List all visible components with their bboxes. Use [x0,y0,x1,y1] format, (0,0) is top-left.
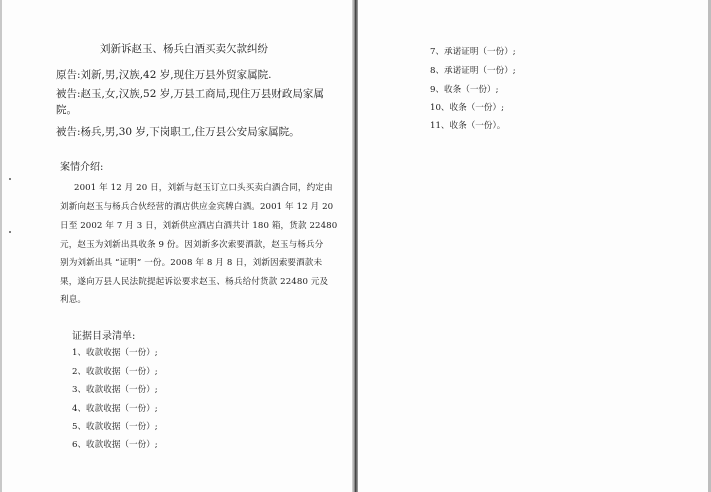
case-paragraph-line: 果，遂向万县人民法院提起诉讼要求赵玉、杨兵给付货款 22480 元及 [60,277,329,287]
evidence-item: 6、收款收据（一份）; [72,440,158,450]
evidence-item: 1、收款收据（一份）; [72,348,158,358]
case-paragraph-line: 刘新向赵玉与杨兵合伙经营的酒店供应金宾牌白酒。2001 年 12 月 20 [60,202,334,212]
case-paragraph-line: 日至 2002 年 7 月 3 日，刘新供应酒店白酒共计 180 箱，货款 22480 [60,221,338,231]
evidence-item: 9、收条（一份）; [430,85,499,95]
plaintiff-line: 原告:刘新,男,汉族,42 岁,现住万县外贸家属院. [56,69,272,81]
evidence-item: 7、承诺证明（一份）; [430,47,516,57]
evidence-heading: 证据目录清单: [72,331,136,342]
scan-speck [9,178,11,180]
case-paragraph-line: 2001 年 12 月 20 日，刘新与赵玉订立口头买卖白酒合同，约定由 [74,183,333,193]
evidence-item: 11、收条（一份）。 [430,121,506,131]
defendant-2-line: 被告:杨兵,男,30 岁,下岗职工,住万县公安局家属院。 [56,126,300,138]
evidence-item: 8、承诺证明（一份）; [430,66,516,76]
evidence-item: 2、收款收据（一份）; [72,367,158,377]
case-heading: 案情介绍: [60,162,104,173]
document-title: 刘新诉赵玉、杨兵白酒买卖欠款纠纷 [100,43,268,55]
evidence-item: 4、收款收据（一份）; [72,404,158,414]
evidence-item: 10、收条（一份）; [430,103,504,113]
defendant-1-line: 被告:赵玉,女,汉族,52 岁,万县工商局,现住万县财政局家属 [56,88,324,100]
case-paragraph-line: 别为刘新出具 “证明” 一份。2008 年 8 月 8 日，刘新因索要酒款未 [60,258,323,268]
evidence-item: 3、收款收据（一份）; [72,385,158,395]
defendant-1-line-cont: 院。 [56,104,77,116]
left-page [0,0,352,492]
case-paragraph-line: 利息。 [60,295,87,305]
scan-speck [9,231,11,233]
page-edge-left [0,0,2,492]
evidence-item: 5、收款收据（一份）; [72,422,158,432]
right-page [358,0,711,492]
case-paragraph-line: 元，赵玉为刘新出具收条 9 份。因刘新多次索要酒款，赵玉与杨兵分 [60,240,324,250]
